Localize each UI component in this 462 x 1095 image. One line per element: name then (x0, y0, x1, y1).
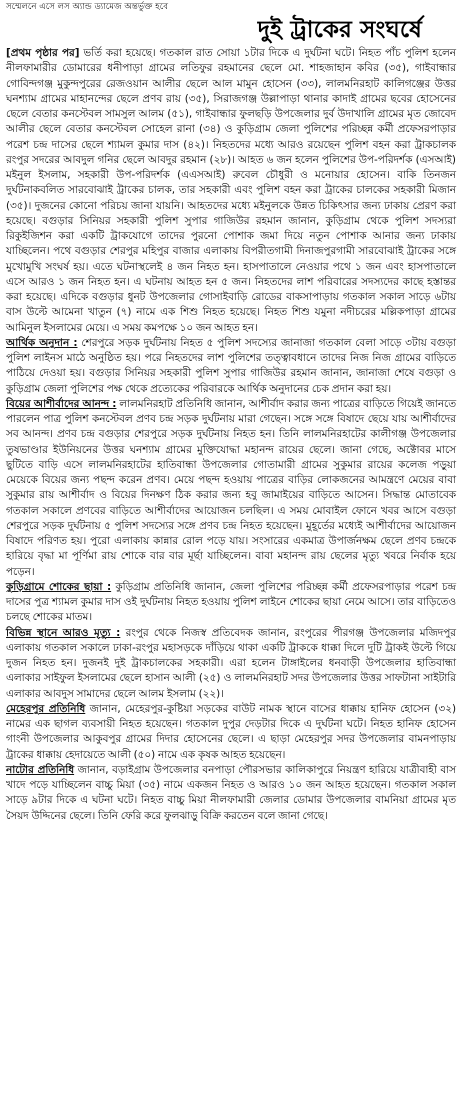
paragraph-text: জানান, বড়াইগ্রাম উপজেলার বনপাড়া পৌরসভার কালিকাপুরে নিয়ন্ত্রণ হারিয়ে যাত্রীবাহী বাস খাদে পড়ে যাচ্ছিলেন বাচ্চু মিয়া (৩৫) নামে একজন নিহত ও আরও ১০ জন আহত হয়েছেন। গতকাল সকাল সাড়ে ৯টার দিকে এ ঘটনা ঘটে। নিহত বাচ্চু মিয়া নীলফামারী জেলার ডোমার উপজেলার বামনিয়া গ্রামের মৃত সৈয়দ উদ্দিনের ছেলে। তিনি ফেরি করে ফুলঝাড়ু বিক্রি করতেন বলে জানা গেছে। (6, 763, 456, 822)
continuation-marker: [প্রথম পৃষ্ঠার পর] (6, 47, 80, 59)
paragraph-meherpur (6, 702, 456, 763)
paragraph-text: লালমনিরহাট প্রতিনিধি জানান, আশীর্বাদ করার জন্য পাত্রের বাড়িতে গিয়েই জানতে পারলেন পাত্র পুলিশ কনস্টেবল প্রণব চন্দ্র সড়ক দুর্ঘটনায় মারা গেছেন। সঙ্গে সঙ্গে বিষাদে ছেয়ে যায় আশীর্বাদের সব আনন্দ। প্রণব চন্দ্র বগুড়ার শেরপুরে সড়ক দুর্ঘটনায় নিহত হন। তিনি লালমনিরহাটের কালীগঞ্জ উপজেলার তুষভাণ্ডার ইউনিয়নের উত্তর ঘনশ্যাম গ্রামের মুক্তিযোদ্ধা মহানন্দ রায়ের ছেলে। জানা গেছে, অক্টোবর মাসে ছুটিতে বাড়ি এসে লালমনিরহাটের হাতিবান্ধা উপজেলার গোতামারী গ্রামের সুকুমার রায়ের কলেজ পড়ুয়া মেয়েকে বিয়ের জন্য পছন্দ করেন প্রণব। মেয়ে পছন্দ হওয়ায় পাত্রের বাড়ির লোকজনের আমন্ত্রণে মেয়ের বাবা সুকুমার রায় আশীর্বাদ ও বিয়ের দিনক্ষণ ঠিক করার জন্য হবু জামাইয়ের বাড়িতে আসেন। সিদ্ধান্ত মোতাবেক গতকাল সকালে প্রণবের বাড়িতে আশীর্বাদের আয়োজন চলছিল। এ সময় মোবাইল ফোনে খবর আসে বগুড়া শেরপুরে সড়ক দুর্ঘটনায় ৫ পুলিশ সদস্যের সঙ্গে প্রণব চন্দ্র নিহত হয়েছেন। মুহূর্তের মধ্যেই আশীর্বাদের আয়োজন বিষাদে পরিণত হয়। পুরো এলাকায় কান্নার রোল পড়ে যায়। সংসারের একমাত্র উপার্জনক্ষম ছেলে প্রণব চন্দ্রকে হারিয়ে বৃদ্ধা মা পূর্ণিমা রায় শোকে বার বার মূর্ছা যাচ্ছিলেন। বাবা মহানন্দ রায় ছেলের মৃত্যু খবরে নির্বাক হয়ে পড়েন। (6, 397, 456, 578)
subhead-wedding-blessing: বিয়ের আশীর্বাদের আনন্দ : (6, 397, 117, 410)
subhead-meherpur: মেহেরপুর প্রতিনিধি (6, 702, 86, 715)
paragraph-text: রংপুর থেকে নিজস্ব প্রতিবেদক জানান, রংপুরের পীরগঞ্জ উপজেলার মজিদপুর এলাকায় গতকাল সকালে ঢাকা-রংপুর মহাসড়কে দাঁড়িয়ে থাকা একটি ট্রাককে ধাক্কা দিলে দুটি ট্রাকই উল্টে গিয়ে দুজন নিহত হন। দুজনই দুই ট্রাকচালকের সহকারী। এরা হলেন টাঙ্গাইলের ধনবাড়ী উপজেলার হাতিবান্ধা এলাকার সাইফুল ইসলামের ছেলে হাসান আলী (২৫) ও লালমনিরহাট সদর উপজেলার উত্তর সাফটানা সাইটারি এলাকার আবদুস সামাদের ছেলে আলম ইসলাম (২২)। (6, 626, 456, 700)
headline: দুই ট্রাকের সংঘর্ষে (257, 16, 422, 43)
previous-article-tail: সম্মেলনে এসে লস অ্যান্ড ড্যামেজ অন্তর্ভুক্ত হবে (6, 2, 169, 12)
paragraph-text: শেরপুরে সড়ক দুর্ঘটনায় নিহত ৫ পুলিশ সদস্যের জানাজা গতকাল বেলা সাড়ে ৩টায় বগুড়া পুলিশ লাইনস মাঠে অনুষ্ঠিত হয়। পরে নিহতদের লাশ পুলিশের তত্ত্বাবধানে তাদের নিজ নিজ গ্রামের বাড়িতে পাঠিয়ে দেওয়া হয়। বগুড়ার সিনিয়র সহকারী পুলিশ সুপার গাজিউর রহমান জানান, জানাজা শেষে বগুড়া ও কুড়িগ্রাম জেলা পুলিশের পক্ষ থেকে প্রত্যেকের পরিবারকে আর্থিক অনুদানের চেক প্রদান করা হয়। (6, 336, 456, 395)
article-body (0, 46, 462, 824)
paragraph-natore (6, 763, 456, 824)
subhead-natore: নাটোর প্রতিনিধি (6, 763, 75, 776)
paragraph-text: কুড়িগ্রাম প্রতিনিধি জানান, জেলা পুলিশের পরিচ্ছন্ন কর্মী প্রফেসরপাড়ার পরেশ চন্দ্র দাসের পুত্র শ্যামল কুমার দাস ওই দুর্ঘটনায় নিহত হওয়ায় পুলিশ লাইনে শোকের ছায়া নেমে আসে। তার বাড়িতেও চলছে শোকের মাতম। (6, 580, 457, 624)
paragraph-text: ভর্তি করা হয়েছে। গতকাল রাত সোয়া ১টার দিকে এ দুর্ঘটনা ঘটে। নিহত পাঁচ পুলিশ হলেন নীলফামারীর ডোমারের ধনীপাড়া গ্রামের লতিফুর রহমানের ছেলে মো. শাহজাহান কবির (৩৫), গাইবান্ধার গোবিন্দগঞ্জ মুকুন্দপুরের রেজওয়ান আলীর ছেলে আল মামুন হোসেন (৩৩), লালমনিরহাট কালিগঞ্জের উত্তর ঘনশ্যাম গ্রামের মাহানন্দের ছেলে প্রণব রায় (৩৫), সিরাজগঞ্জ উল্লাপাড়া থানার কাদাই গ্রামের ছবের হোসেনের ছেলে বেতার কনস্টেবল সামসুল আলম (৫১), গাইবান্ধার ফুলছড়ি উপজেলার দুর্ব উদাখালি গ্রামের মৃত জোবেদ আলীর ছেলে বেতার কনস্টেবল সোহেল রানা (৩৪) ও কুড়িগ্রাম জেলা পুলিশের পরিচ্ছন্ন কর্মী প্রফেসরপাড়ার পরেশ চন্দ্র দাসের ছেলে শ্যামল কুমার দাস (৪২)। নিহতদের মধ্যে আরও রয়েছেন পুলিশ বহন করা ট্রাকচালক রংপুর সদরের আবদুল গনির ছেলে আবদুর রহমান (২৮)। আহত ৬ জন হলেন পুলিশের উপ-পরিদর্শক (এসআই) মইনুল ইসলাম, সহকারী উপ-পরিদর্শক (এএসআই) রুবেল চৌধুরী ও মনোয়ার হোসেন। বাকি তিনজন দুর্ঘটনাকবলিত সারবোঝাই ট্রাকের চালক, তার সহকারী এবং পুলিশ বহন করা ট্রাকের চালকের সহকারী মিজান (৩৫)। দুজনের কোনো পরিচয় জানা যায়নি। আহতদের মধ্যে মইনুলকে উন্নত চিকিৎসার জন্য ঢাকায় প্রেরণ করা হয়েছে। বগুড়ার সিনিয়র সহকারী পুলিশ সুপার গাজিউর রহমান জানান, কুড়িগ্রাম থেকে পুলিশ সদস্যরা রিকুইজিশন করা একটি ট্রাকযোগে তাদের পুরনো পোশাক জমা দিয়ে নতুন পোশাক আনার জন্য ঢাকায় যাচ্ছিলেন। পথে বগুড়ার শেরপুর মহিপুর বাজার এলাকায় বিপরীতগামী দিনাজপুরগামী সারবোঝাই ট্রাকের সঙ্গে মুখোমুখি সংঘর্ষ হয়। এতে ঘটনাস্থলেই ৪ জন নিহত হন। হাসপাতালে নেওয়ার পথে ১ জন এবং হাসপাতালে এসে আরও ১ জন নিহত হন। এ ঘটনায় আহত হন ৫ জন। নিহতদের লাশ পরিবারের সদস্যদের কাছে হস্তান্তর করা হয়েছে। এদিকে বগুড়ার ধুনট উপজেলার গোসাইবাড়ি রোডের বাকসাপাড়ায় গতকাল সকাল সাড়ে ৬টায় বাস উল্টে আমেনা খাতুন (৭) নামে এক শিশু নিহত হয়েছে। নিহত শিশু যমুনা নদীচরের মল্লিকপাড়া গ্রামের আমিনুল ইসলামের মেয়ে। এ সময় কমপক্ষে ১০ জন আহত হন। (6, 47, 456, 334)
subhead-kurigram: কুড়িগ্রামে শোকের ছায়া : (6, 580, 112, 593)
paragraph-wedding-blessing (6, 397, 456, 580)
paragraph-intro (6, 46, 456, 336)
headline-row (0, 14, 462, 46)
paragraph-text: জানান, মেহেরপুর-কুষ্টিয়া সড়কের বাউট নামক স্থানে বাসের ধাক্কায় হানিফ হোসেন (৩২) নামের এক ছাগল ব্যবসায়ী নিহত হয়েছেন। গতকাল দুপুর দেড়টার দিকে এ দুর্ঘটনা ঘটে। নিহত হানিফ হোসেন গাংনী উপজেলার আকুবপুর গ্রামের দিদার হোসেনের ছেলে। এ ছাড়া মেহেরপুর সদর উপজেলার বামনপাড়ায় ট্রাকের ধাক্কায় হেদায়েতে আলী (৫০) নামে এক কৃষক আহত হয়েছেন। (6, 702, 457, 761)
subhead-financial-aid: আর্থিক অনুদান : (6, 336, 78, 349)
paragraph-more-deaths (6, 626, 456, 702)
paragraph-financial-aid (6, 336, 456, 397)
paragraph-kurigram (6, 580, 456, 626)
subhead-more-deaths: বিভিন্ন স্থানে আরও মৃত্যু : (6, 626, 121, 639)
